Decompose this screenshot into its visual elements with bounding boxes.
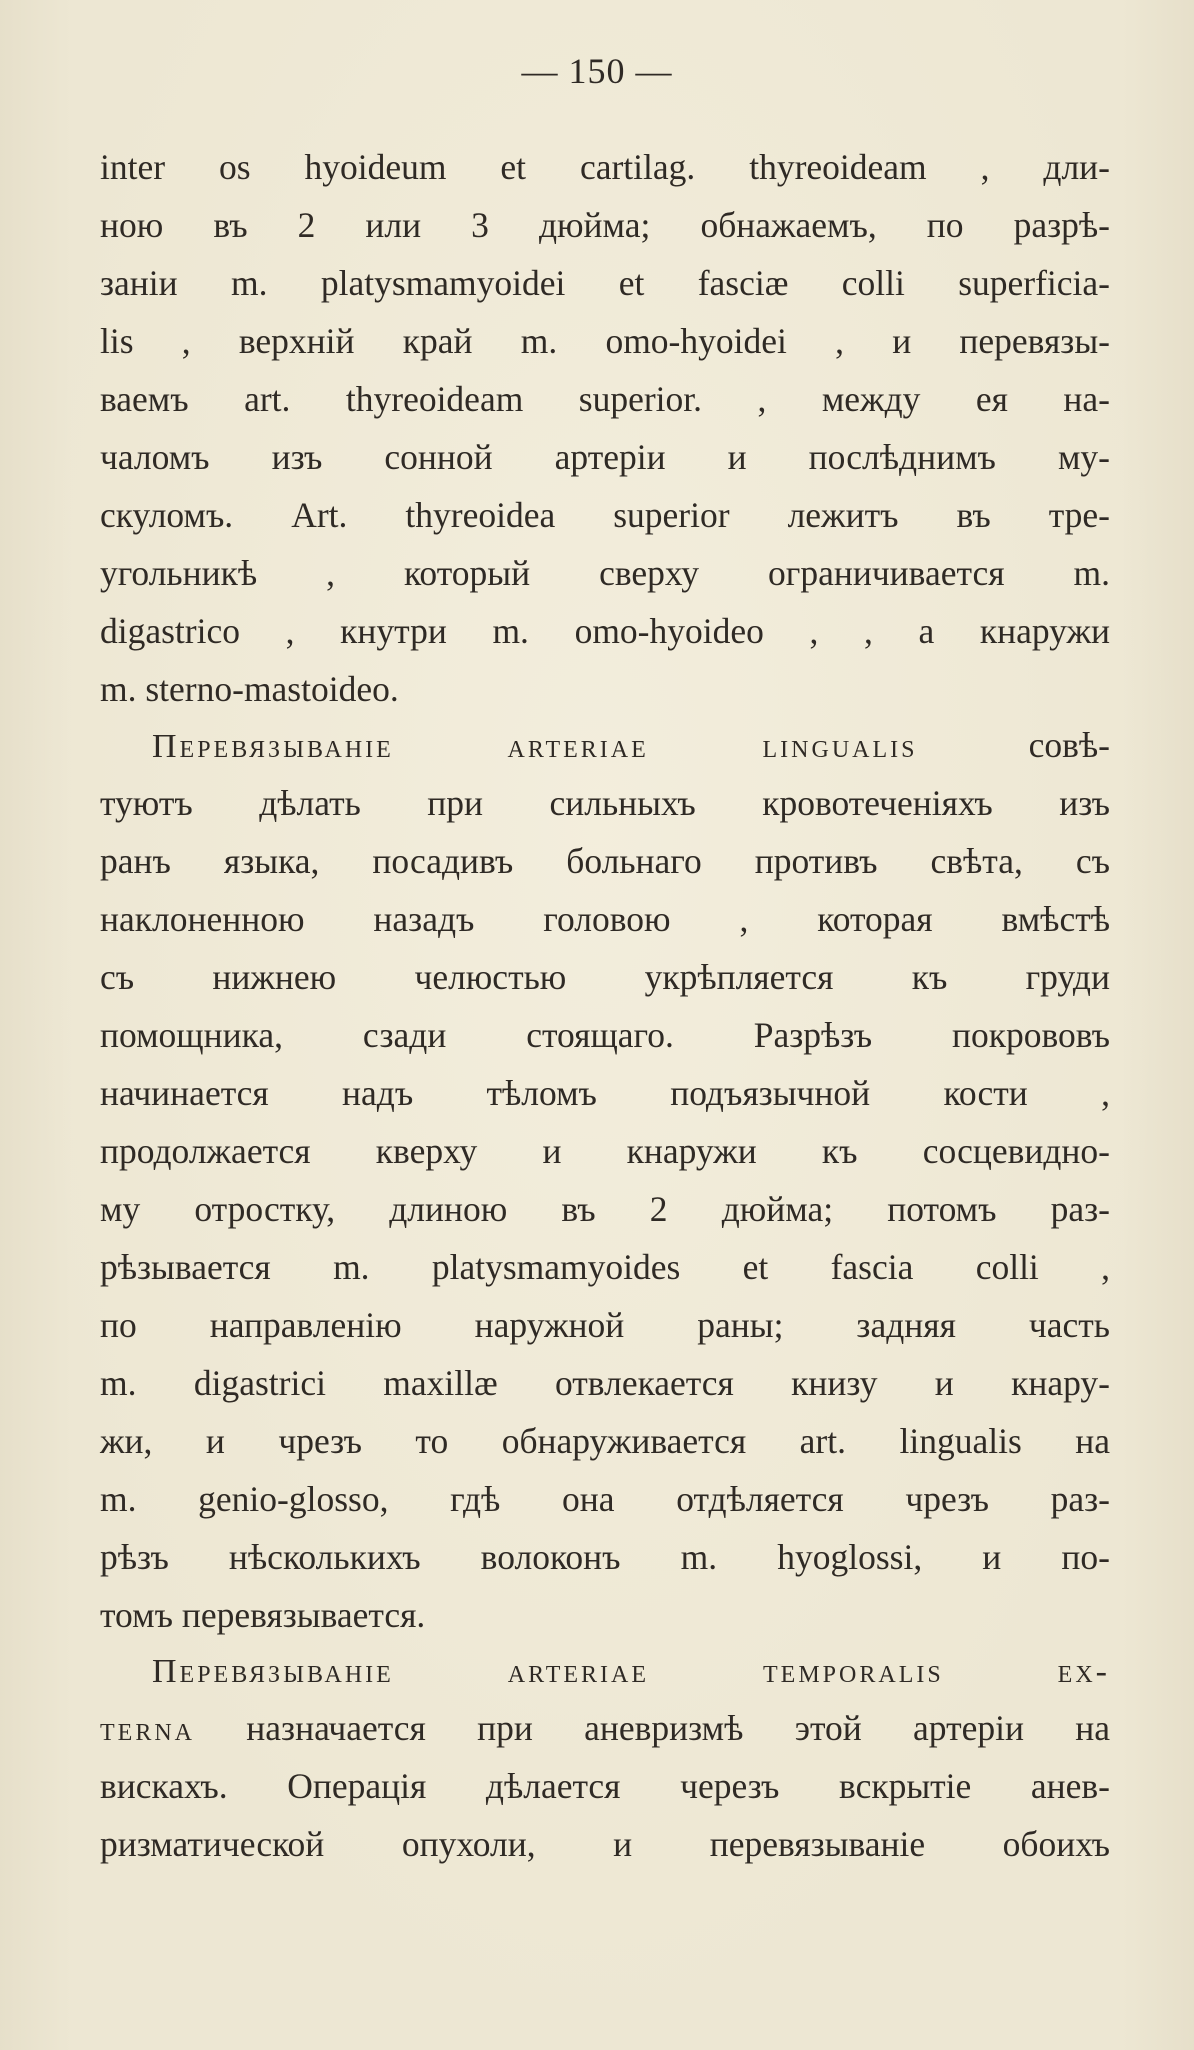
text-line: m. digastrici maxillæ отвлекается книзу и кнару- [100,1363,1110,1403]
text-line: скуломъ. Art. thyreoidea superior лежитъ въ тре- [100,495,1110,535]
text-line: заніи m. platysmamyoidei et fasciæ colli superficia- [100,263,1110,303]
text-line: туютъ дѣлать при сильныхъ кровотеченіяхъ изъ [100,783,1110,823]
text-line: начинается надъ тѣломъ подъязычной кости , [100,1073,1110,1113]
text-line: ною въ 2 или 3 дюйма; обнажаемъ, по разрѣ- [100,205,1110,245]
text-line: съ нижнею челюстью укрѣпляется къ груди [100,957,1110,997]
text-line: чаломъ изъ сонной артеріи и послѣднимъ му- [100,437,1110,477]
text-line: ризматической опухоли, и перевязываніе обоихъ [100,1824,1110,1864]
paragraph-3 [100,1641,1110,1873]
text-line: томъ перевязывается. [100,1595,426,1635]
text-line: му отростку, длиною въ 2 дюйма; потомъ раз- [100,1189,1110,1229]
text-line: по направленію наружной раны; задняя часть [100,1305,1110,1345]
text-span: назначается при аневризмѣ этой артеріи на [195,1708,1110,1748]
text-line: m. genio-glosso, гдѣ она отдѣляется чрезъ раз- [100,1479,1110,1519]
text-line: угольникѣ , который сверху ограничивается m. [100,553,1110,593]
text-line [100,1699,1110,1757]
text-line: digastrico , кнутри m. omo-hyoideo , , а кнаружи [100,611,1110,651]
text-line: продолжается кверху и кнаружи къ сосцевидно- [100,1131,1110,1171]
text-line: жи, и чрезъ то обнаруживается art. lingualis на [100,1421,1110,1461]
text-line: ваемъ art. thyreoideam superior. , между ея на- [100,379,1110,419]
text-line: вискахъ. Операція дѣлается черезъ вскрытіе анев- [100,1766,1110,1806]
text-line [100,716,1110,774]
paragraph-1 [100,138,1110,718]
text-line: lis , верхній край m. omo-hyoidei , и перевязы- [100,321,1110,361]
text-line: рѣзъ нѣсколькихъ волоконъ m. hyoglossi, и по- [100,1537,1110,1577]
text-line: наклоненною назадъ головою , которая вмѣстѣ [100,899,1110,939]
text-line: inter os hyoideum et cartilag. thyreoideam , дли- [100,147,1110,187]
paragraph-2 [100,716,1110,1644]
text-line: рѣзывается m. platysmamyoides et fascia colli , [100,1247,1110,1287]
text-line: m. sterno-mastoideo. [100,669,399,709]
text-line [100,1641,1110,1699]
text-line: ранъ языка, посадивъ больнаго противъ свѣта, съ [100,841,1110,881]
text-span: совѣ- [917,725,1110,765]
text-line: помощника, сзади стоящаго. Разрѣзъ покрововъ [100,1015,1110,1055]
page-number: — 150 — [521,51,673,91]
section-heading-continued: terna [100,1711,195,1748]
section-heading: Перевязываніе arteriae temporalis ex- [152,1653,1110,1690]
section-heading: Перевязываніе arteriae lingualis [152,728,918,765]
